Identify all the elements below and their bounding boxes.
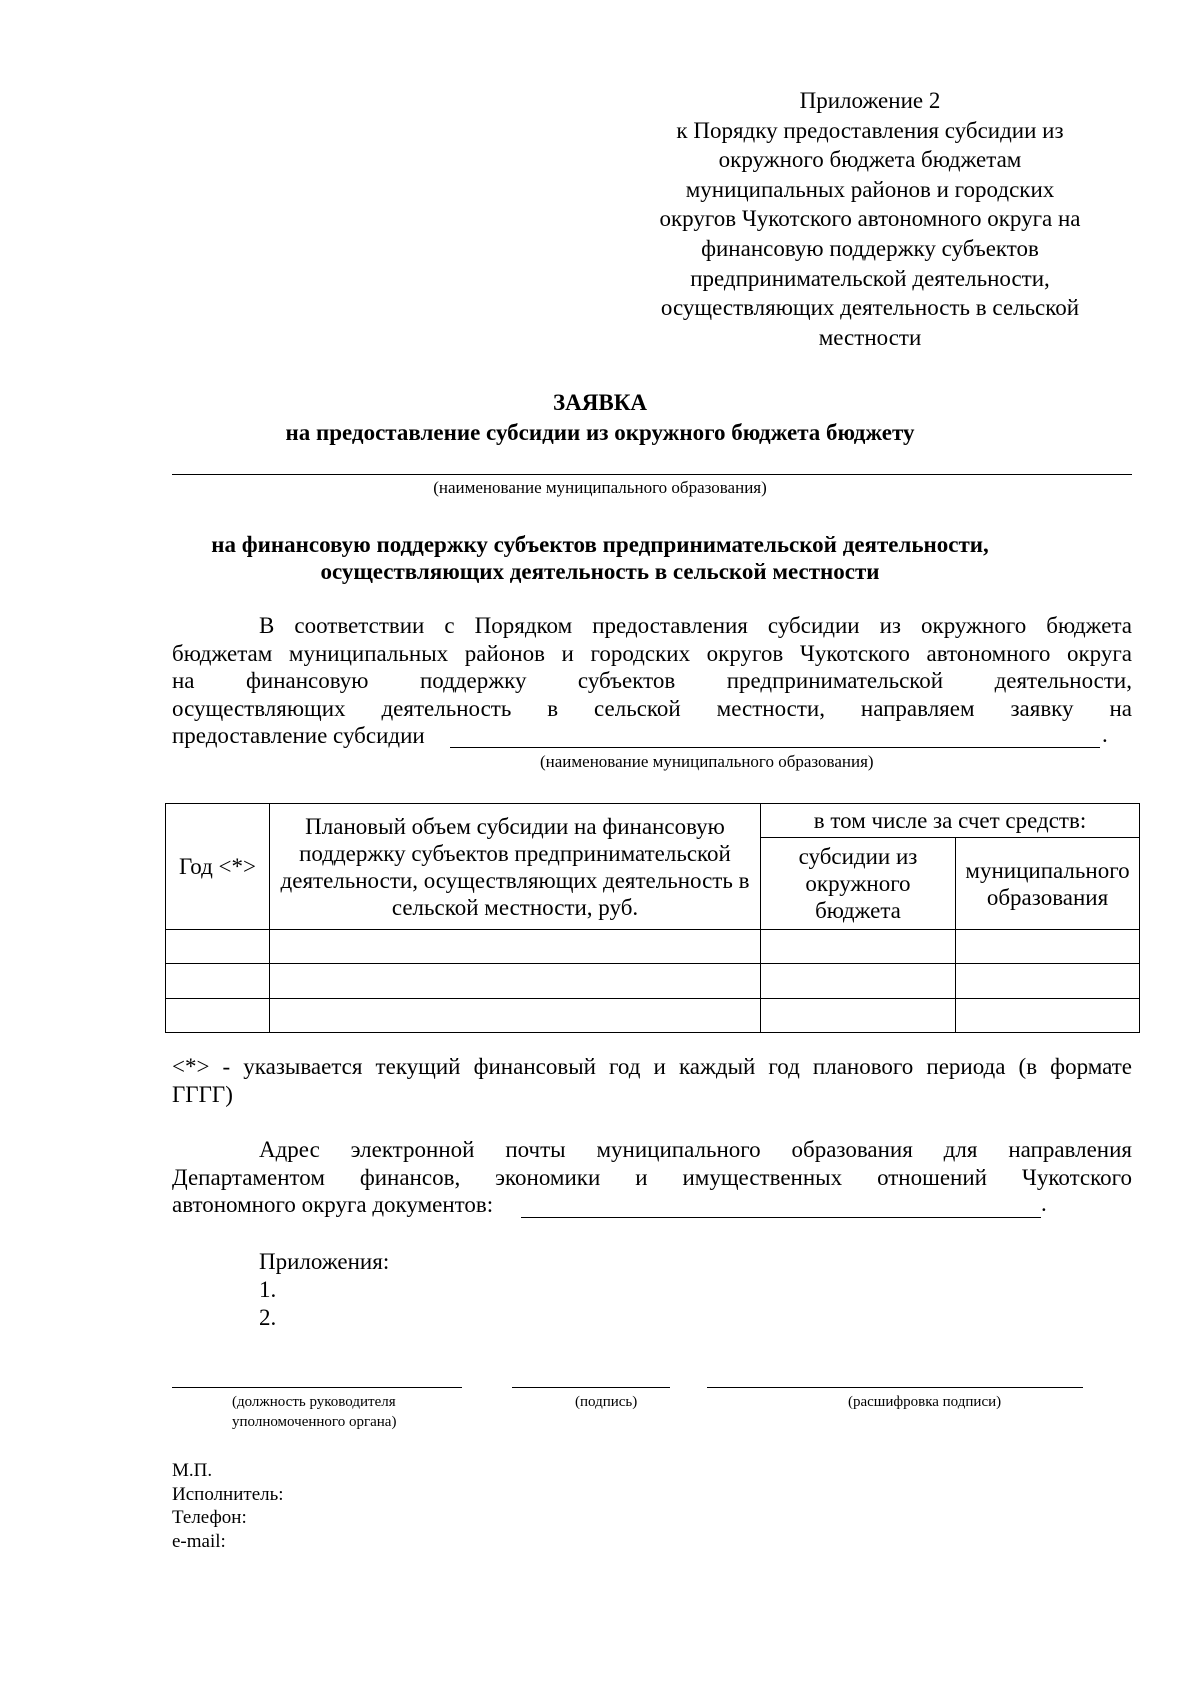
header-year: Год <*> <box>166 804 270 930</box>
appendix-line: к Порядку предоставления субсидии из <box>676 117 1064 143</box>
attachments-heading: Приложения: <box>259 1249 390 1274</box>
cell-year[interactable] <box>166 930 270 964</box>
footer-block <box>172 1459 284 1553</box>
cell-planned[interactable] <box>270 930 761 964</box>
appendix-line: округов Чукотского автономного округа на <box>659 206 1081 232</box>
footnote-line: ГГГГ) <box>172 1081 233 1107</box>
cell-year[interactable] <box>166 964 270 999</box>
cell-planned[interactable] <box>270 964 761 999</box>
email-input-line[interactable] <box>521 1217 1041 1218</box>
paragraph-line: В соответствии с Порядком предоставления субсидии из окружного бюджета <box>259 613 1132 638</box>
appendix-header <box>630 86 1110 352</box>
paragraph-line: осуществляющих деятельность в сельской местности, направляем заявку на <box>172 695 1132 721</box>
position-signature-line[interactable] <box>172 1387 462 1388</box>
cell-district[interactable] <box>761 999 956 1033</box>
municipality-name-line[interactable] <box>172 474 1132 475</box>
paragraph-line: на финансовую поддержку субъектов предпринимательской деятельности, <box>172 668 1132 693</box>
document-subtitle: на предоставление субсидии из окружного бюджета бюджету <box>285 420 915 445</box>
cell-district[interactable] <box>761 964 956 999</box>
decoding-caption: (расшифровка подписи) <box>848 1394 1002 1410</box>
period-mark: . <box>1041 1191 1047 1216</box>
attachment-item: 1. <box>259 1277 277 1302</box>
cell-municipal[interactable] <box>956 999 1140 1033</box>
email-line: Адрес электронной почты муниципального образования для направления <box>259 1137 1132 1162</box>
email-line-text: автономного округа документов: <box>172 1192 494 1217</box>
purpose-line-2: осуществляющих деятельность в сельской местности <box>320 559 880 584</box>
email-line <box>172 1191 1132 1219</box>
executor-label: Исполнитель: <box>172 1483 284 1505</box>
appendix-line: финансовую поддержку субъектов <box>701 235 1039 261</box>
attachments <box>259 1248 389 1332</box>
footnote-line: <*> - указывается текущий финансовый год и каждый год планового периода (в формате <box>172 1054 1132 1079</box>
cell-municipal[interactable] <box>956 964 1140 999</box>
email-line: Департаментом финансов, экономики и имущественных отношений Чукотского <box>172 1164 1132 1190</box>
email-label: e-mail: <box>172 1530 226 1552</box>
header-planned-volume: Плановый объем субсидии на финансовую поддержку субъектов предпринимательской деятельности, осуществляющих деятельность в сельской местности, руб. <box>270 804 761 930</box>
header-municipal: муниципального образования <box>956 838 1140 930</box>
table-row <box>166 999 1140 1033</box>
appendix-line: муниципальных районов и городских <box>685 176 1055 202</box>
email-paragraph <box>172 1136 1132 1219</box>
purpose-line-1: на финансовую поддержку субъектов предпринимательской деятельности, <box>211 532 989 557</box>
cell-year[interactable] <box>166 999 270 1033</box>
appendix-line: осуществляющих деятельность в сельской <box>660 295 1080 321</box>
attachment-item: 2. <box>259 1305 277 1330</box>
cell-municipal[interactable] <box>956 930 1140 964</box>
table-row <box>166 964 1140 999</box>
table-row <box>166 930 1140 964</box>
position-caption-line: уполномоченного органа) <box>232 1414 397 1430</box>
signature-line[interactable] <box>512 1387 670 1388</box>
appendix-line: Приложение 2 <box>799 88 941 113</box>
cell-district[interactable] <box>761 930 956 964</box>
recipient-caption: (наименование муниципального образования) <box>540 752 874 771</box>
paragraph-line: бюджетам муниципальных районов и городских округов Чукотского автономного округа <box>172 640 1132 666</box>
paragraph-line-text: предоставление субсидии <box>172 723 425 748</box>
signature-caption: (подпись) <box>575 1394 638 1410</box>
request-paragraph <box>172 612 1132 750</box>
footnote <box>172 1053 1132 1108</box>
appendix-line: местности <box>818 324 922 350</box>
position-caption <box>232 1392 396 1432</box>
header-district-budget: субсидии из окружного бюджета <box>761 838 956 930</box>
period-mark: . <box>1102 722 1108 747</box>
position-caption-line: (должность руководителя <box>232 1394 396 1410</box>
subsidy-recipient-line[interactable] <box>450 747 1100 748</box>
header-including: в том числе за счет средств: <box>761 804 1140 838</box>
appendix-line: предпринимательской деятельности, <box>690 265 1050 291</box>
phone-label: Телефон: <box>172 1507 247 1528</box>
stamp-label: М.П. <box>172 1460 213 1481</box>
appendix-line: окружного бюджета бюджетам <box>718 147 1022 173</box>
decoding-signature-line[interactable] <box>707 1387 1083 1388</box>
cell-planned[interactable] <box>270 999 761 1033</box>
paragraph-line <box>172 722 1132 750</box>
document-title: ЗАЯВКА <box>553 390 647 415</box>
subsidy-table <box>165 803 1140 1033</box>
municipality-caption: (наименование муниципального образования) <box>433 478 767 497</box>
